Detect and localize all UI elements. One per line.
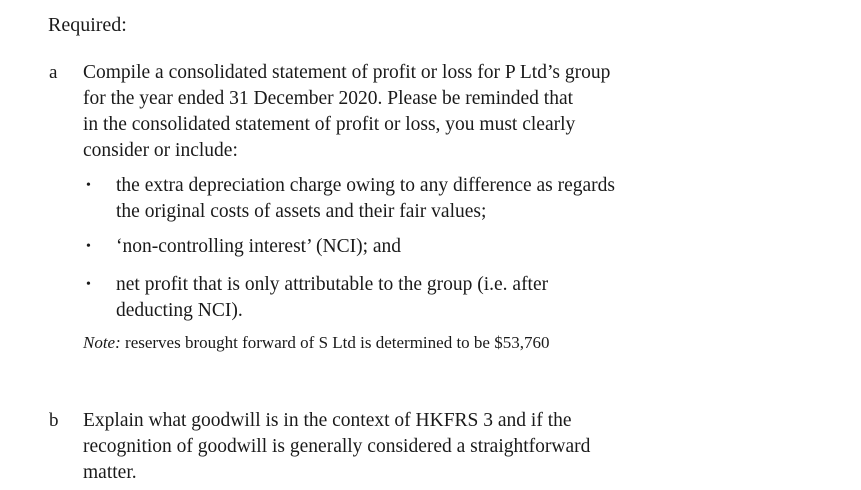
- question-b-line: Explain what goodwill is in the context of HKFRS 3 and if the: [83, 410, 572, 431]
- question-a-line: for the year ended 31 December 2020. Please be reminded that: [83, 88, 574, 109]
- question-a-line: Compile a consolidated statement of profit or loss for P Ltd’s group: [83, 62, 611, 83]
- note-text: reserves brought forward of S Ltd is determined to be $53,760: [120, 333, 550, 352]
- reserves-note: [83, 330, 549, 356]
- note-label: Note:: [83, 333, 121, 352]
- bullet-line: ‘non-controlling interest’ (NCI); and: [116, 236, 402, 257]
- bullet-icon: •: [86, 178, 91, 193]
- question-a-letter: a: [49, 62, 58, 83]
- question-b-line: matter.: [83, 462, 137, 483]
- bullet-item-net-profit: [116, 272, 548, 324]
- bullet-icon: •: [86, 239, 91, 254]
- question-a-line: in the consolidated statement of profit or loss, you must clearly: [83, 114, 576, 135]
- bullet-line: the original costs of assets and their fair values;: [116, 201, 487, 222]
- question-b-text: [83, 408, 703, 486]
- question-b-letter: b: [49, 410, 59, 431]
- question-a-line: consider or include:: [83, 140, 238, 161]
- question-b-line: recognition of goodwill is generally considered a straightforward: [83, 436, 591, 457]
- bullet-item-depreciation: [116, 173, 615, 225]
- question-a-text: [83, 60, 703, 164]
- bullet-line: net profit that is only attributable to the group (i.e. after: [116, 274, 549, 295]
- bullet-line: deducting NCI).: [116, 300, 243, 321]
- bullet-item-nci: [116, 234, 401, 260]
- bullet-line: the extra depreciation charge owing to any difference as regards: [116, 175, 616, 196]
- bullet-icon: •: [86, 277, 91, 292]
- required-heading: Required:: [48, 14, 127, 36]
